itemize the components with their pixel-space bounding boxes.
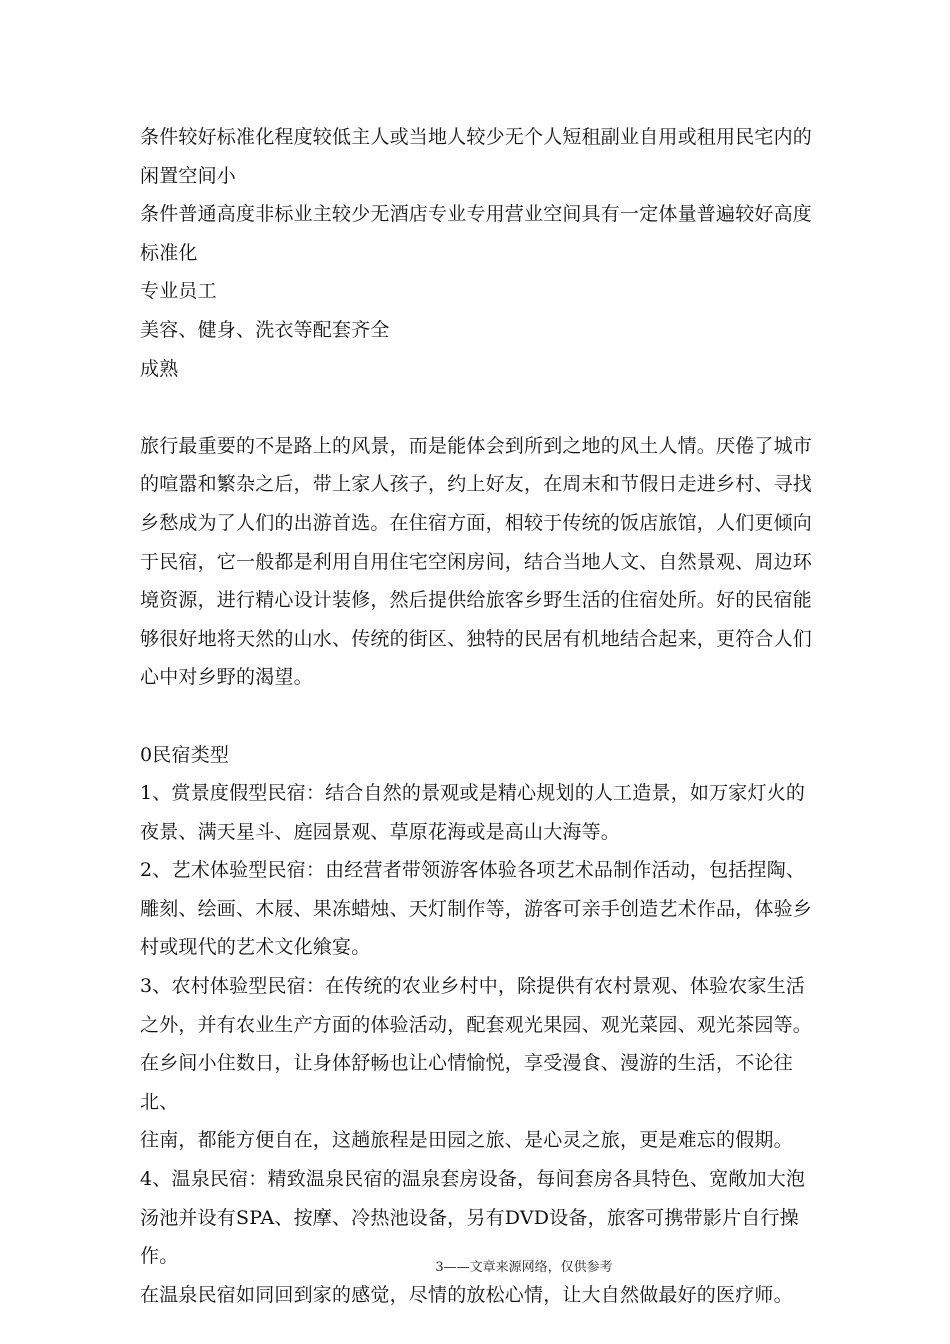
type-line: 夜景、满天星斗、庭园景观、草原花海或是高山大海等。	[140, 820, 621, 843]
type-line: 雕刻、绘画、木屐、果冻蜡烛、天灯制作等，游客可亲手创造艺术作品，体验乡	[140, 897, 813, 920]
type-line: 1、赏景度假型民宿：结合自然的景观或是精心规划的人工造景，如万家灯火的	[140, 782, 806, 805]
type-line: 之外，并有农业生产方面的体验活动，配套观光果园、观光菜园、观光茶园等。	[140, 1013, 813, 1036]
type-line: 4、温泉民宿：精致温泉民宿的温泉套房设备，每间套房各具特色、宽敞加大泡	[140, 1168, 806, 1191]
intro-line: 心中对乡野的渴望。	[140, 666, 313, 689]
intro-line: 于民宿，它一般都是利用自用住宅空闲房间，结合当地人文、自然景观、周边环	[140, 550, 813, 573]
section-heading: 0民宿类型	[140, 743, 230, 766]
text-line: 成熟	[140, 357, 179, 380]
intro-line: 够很好地将天然的山水、传统的街区、独特的民居有机地结合起来，更符合人们	[140, 627, 813, 650]
type-line: 2、艺术体验型民宿：由经营者带领游客体验各项艺术品制作活动，包括捏陶、	[140, 859, 806, 882]
intro-line: 的喧嚣和繁杂之后，带上家人孩子，约上好友，在周末和节假日走进乡村、寻找	[140, 473, 813, 496]
type-line: 3、农村体验型民宿：在传统的农业乡村中，除提供有农村景观、体验农家生活	[140, 975, 806, 998]
document-body	[140, 118, 830, 1314]
blank-line	[140, 697, 830, 736]
text-line: 专业员工	[140, 280, 217, 303]
intro-line: 境资源，进行精心设计装修，然后提供给旅客乡野生活的住宿处所。好的民宿能	[140, 589, 813, 612]
text-line: 条件较好标准化程度较低主人或当地人较少无个人短租副业自用或租用民宅内的	[140, 126, 813, 148]
text-line: 条件普通高度非标业主较少无酒店专业专用营业空间具有一定体量普遍较好高度	[140, 203, 813, 226]
page-footer: 3——文章来源网络，仅供参考	[435, 1260, 613, 1275]
type-line: 汤池并设有SPA、按摩、冷热池设备，另有DVD设备，旅客可携带影片自行操作。	[140, 1206, 799, 1268]
type-line: 在乡间小住数日，让身体舒畅也让心情愉悦，享受漫食、漫游的生活，不论往北、	[140, 1052, 793, 1113]
text-line: 标准化	[140, 241, 198, 264]
type-line: 往南，都能方便自在，这趟旅程是田园之旅、是心灵之旅，更是难忘的假期。	[140, 1129, 793, 1152]
text-line: 美容、健身、洗衣等配套齐全	[140, 318, 390, 341]
intro-line: 旅行最重要的不是路上的风景，而是能体会到所到之地的风土人情。厌倦了城市	[140, 434, 813, 457]
type-line: 在温泉民宿如同回到家的感觉，尽情的放松心情，让大自然做最好的医疗师。	[140, 1283, 793, 1306]
blank-line	[140, 388, 830, 427]
text-line: 闲置空间小	[140, 164, 237, 187]
type-line: 村或现代的艺术文化飨宴。	[140, 936, 371, 959]
intro-line: 乡愁成为了人们的出游首选。在住宿方面，相较于传统的饭店旅馆，人们更倾向	[140, 511, 813, 534]
